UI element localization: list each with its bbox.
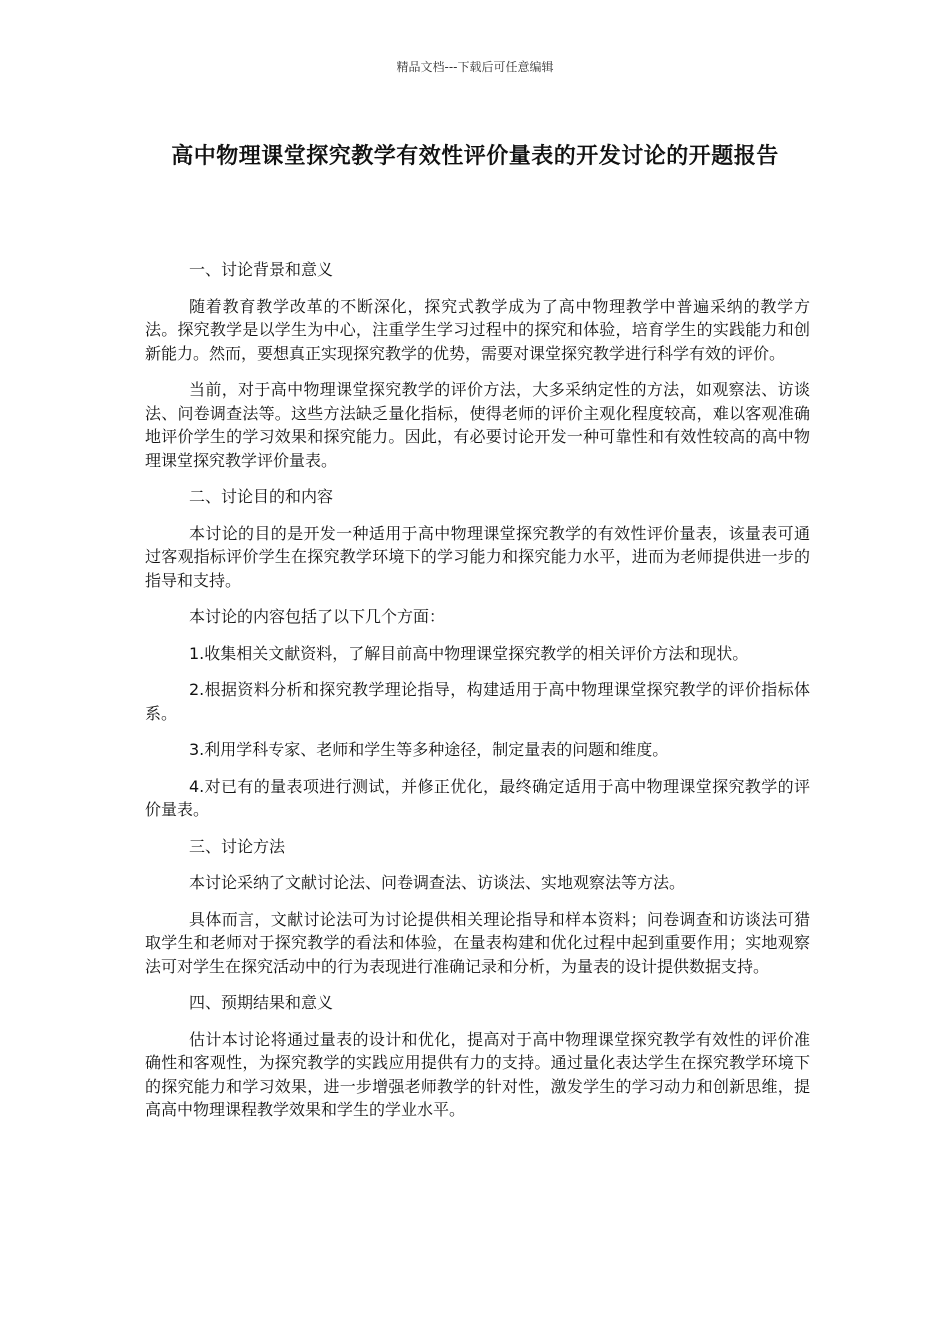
paragraph: 具体而言，文献讨论法可为讨论提供相关理论指导和样本资料；问卷调查和访谈法可猎取学生和老师对于探究教学的看法和体验，在量表构建和优化过程中起到重要作用；实地观察法可对学生在探究活动中的行为表现进行准确记录和分析，为量表的设计提供数据支持。 xyxy=(145,909,810,976)
page-header-note: 精品文档---下载后可任意编辑 xyxy=(396,60,554,74)
section-heading: 一、讨论背景和意义 xyxy=(189,260,334,279)
paragraph: 随着教育教学改革的不断深化，探究式教学成为了高中物理教学中普遍采纳的教学方法。探究教学是以学生为中心，注重学生学习过程中的探究和体验，培育学生的实践能力和创新能力。然而，要想真正实现探究教学的优势，需要对课堂探究教学进行科学有效的评价。 xyxy=(145,296,810,363)
paragraph: 本讨论的目的是开发一种适用于高中物理课堂探究教学的有效性评价量表，该量表可通过客观指标评价学生在探究教学环境下的学习能力和探究能力水平，进而为老师提供进一步的指导和支持。 xyxy=(145,523,810,590)
section-purpose xyxy=(145,485,810,822)
list-item: 2.根据资料分析和探究教学理论指导，构建适用于高中物理课堂探究教学的评价指标体系。 xyxy=(145,680,810,723)
list-item: 4.对已有的量表项进行测试，并修正优化，最终确定适用于高中物理课堂探究教学的评价量表。 xyxy=(145,776,810,819)
document-body xyxy=(145,258,810,1135)
section-expected-results xyxy=(145,991,810,1122)
section-heading: 三、讨论方法 xyxy=(189,836,286,856)
list-item: 1.收集相关文献资料，了解目前高中物理课堂探究教学的相关评价方法和现状。 xyxy=(189,643,749,663)
section-heading: 四、预期结果和意义 xyxy=(189,993,334,1012)
section-heading: 二、讨论目的和内容 xyxy=(189,487,334,506)
list-item: 3.利用学科专家、老师和学生等多种途径，制定量表的问题和维度。 xyxy=(189,740,669,759)
paragraph: 本讨论采纳了文献讨论法、问卷调查法、访谈法、实地观察法等方法。 xyxy=(189,873,686,892)
section-methods xyxy=(145,835,810,979)
paragraph: 当前，对于高中物理课堂探究教学的评价方法，大多采纳定性的方法，如观察法、访谈法、问卷调查法等。这些方法缺乏量化指标，使得老师的评价主观化程度较高，难以客观准确地评价学生的学习效果和探究能力。因此，有必要讨论开发一种可靠性和有效性较高的高中物理课堂探究教学评价量表。 xyxy=(145,380,810,470)
document-title: 高中物理课堂探究教学有效性评价量表的开发讨论的开题报告 xyxy=(171,144,779,169)
paragraph: 本讨论的内容包括了以下几个方面： xyxy=(189,607,446,626)
paragraph: 估计本讨论将通过量表的设计和优化，提高对于高中物理课堂探究教学有效性的评价准确性和客观性，为探究教学的实践应用提供有力的支持。通过量化表达学生在探究教学环境下的探究能力和学习效果，进一步增强老师教学的针对性，激发学生的学习动力和创新思维，提高高中物理课程教学效果和学生的学业水平。 xyxy=(145,1029,810,1119)
section-background xyxy=(145,258,810,472)
